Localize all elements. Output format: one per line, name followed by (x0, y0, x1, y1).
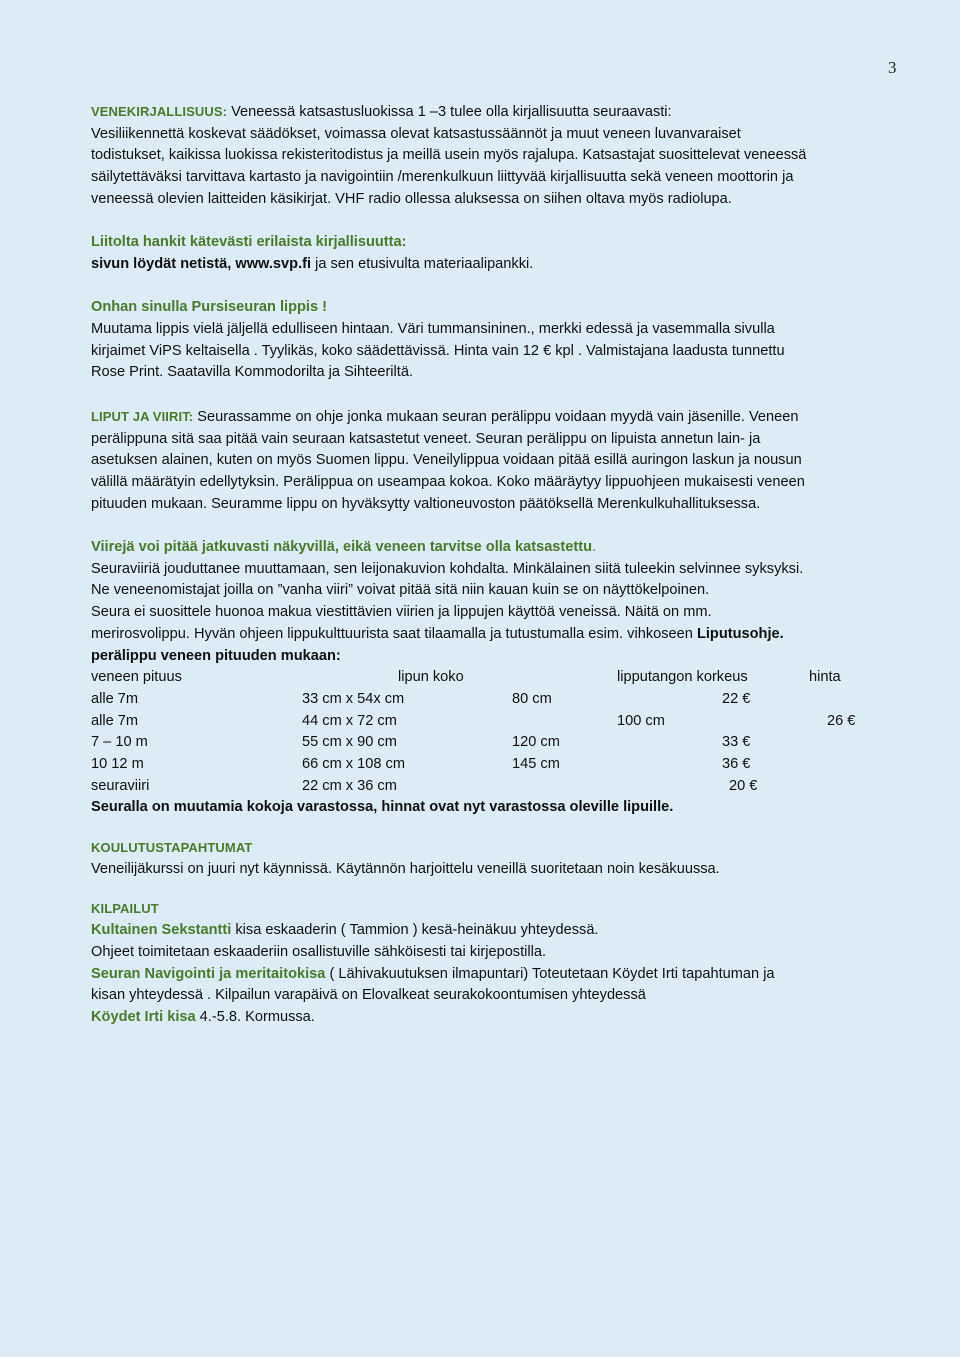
svp-link[interactable]: sivun löydät netistä, www.svp.fi (91, 255, 312, 272)
kilpailut-line-1-text: kisa eskaaderin ( Tammion ) kesä-heinäkuu yhteydessä. (231, 922, 599, 939)
venekirjallisuus-text: Veneessä katsastusluokissa 1 –3 tulee olla kirjallisuutta seuraavasti: (227, 104, 672, 120)
viirit-line-2: Ne veneenomistajat joilla on ”vanha viiri” voivat pitää sitä niin kauan kuin se on näyttökelpoinen. (91, 582, 710, 599)
cell-price: 22 € (722, 690, 751, 707)
venekirjallisuus-line-1 (91, 101, 911, 124)
liitolta-rest: ja sen etusivulta materiaalipankki. (311, 255, 534, 272)
koulutus-heading: KOULUTUSTAPAHTUMAT (91, 840, 253, 856)
table-row (91, 732, 911, 754)
table-row (91, 776, 911, 798)
venekirjallisuus-line-3: todistukset, kaikissa luokissa rekisteritodistus ja meillä usein myös rajalupa. Katsastajat suosittelevat veneessä (91, 147, 807, 164)
cell-length: alle 7m (91, 712, 139, 729)
lippis-line-1: Muutama lippis vielä jäljellä edulliseen hintaan. Väri tummansininen., merkki edessä ja vasemmalla sivulla (91, 321, 775, 337)
viirit-heading-line (91, 537, 911, 559)
cell-size: 44 cm x 72 cm (302, 712, 397, 729)
table-title: perälippu veneen pituuden mukaan: (91, 647, 341, 664)
venekirjallisuus-line-4: säilytettäväksi tarvittava kartasto ja navigointiin /merenkulkuun liittyvää kirjallisuutta sekä veneen moottorin ja (91, 169, 794, 186)
liitolta-heading: Liitolta hankit kätevästi erilaista kirjallisuutta: (91, 234, 407, 251)
table-row (91, 754, 911, 776)
kilpailut-line-3-text: ( Lähivakuutuksen ilmapuntari) Toteutetaan Köydet Irti tapahtuman ja (325, 965, 775, 982)
kilpailut-line-3 (91, 964, 911, 986)
lippis-line-3: Rose Print. Saatavilla Kommodorilta ja Sihteeriltä. (91, 364, 414, 381)
cell-price: 36 € (722, 755, 751, 772)
col-header-pole: lipputangon korkeus (617, 669, 748, 686)
koulutus-line-1: Veneilijäkurssi on juuri nyt käynnissä. Käytännön harjoittelu veneillä suoritetaan noin kesäkuussa. (91, 860, 720, 877)
cell-length: 10 12 m (91, 755, 144, 772)
liputusohje-ref: Liputusohje. (696, 625, 784, 642)
cell-size: 66 cm x 108 cm (302, 755, 406, 772)
flag-size-table (91, 667, 911, 819)
cell-pole: 80 cm (512, 690, 552, 707)
cell-price: 20 € (729, 777, 758, 794)
kilpailut-line-1 (91, 920, 911, 942)
liput-heading: LIPUT JA VIIRIT: (91, 408, 194, 424)
viirit-heading-end: . (592, 539, 597, 555)
navigointi-kisa: Seuran Navigointi ja meritaitokisa (91, 965, 326, 982)
kilpailut-line-5-text: 4.-5.8. Kormussa. (195, 1008, 315, 1025)
kilpailut-line-5 (91, 1007, 911, 1029)
table-row (91, 711, 911, 733)
kultainen-sekstantti: Kultainen Sekstantti (91, 922, 232, 939)
lippis-line-2: kirjaimet ViPS keltaisella . Tyylikäs, koko säädettävissä. Hinta vain 12 € kpl . Valmistajana laadusta tunnettu (91, 342, 785, 359)
cell-size: 22 cm x 36 cm (302, 777, 397, 794)
viirit-line-4-text: merirosvolippu. Hyvän ohjeen lippukulttuurista saat tilaamalla ja tutustumalla esim. vihkoseen (91, 625, 697, 642)
document-body (91, 101, 911, 1029)
liitolta-line (91, 254, 911, 276)
cell-size: 33 cm x 54x cm (302, 690, 405, 707)
cell-pole: 145 cm (512, 755, 560, 772)
table-footer: Seuralla on muutamia kokoja varastossa, hinnat ovat nyt varastossa oleville lipuille. (91, 799, 674, 816)
table-row (91, 689, 911, 711)
lippis-heading: Onhan sinulla Pursiseuran lippis ! (91, 299, 327, 316)
venekirjallisuus-heading: VENEKIRJALLISUUS: (91, 104, 228, 119)
kilpailut-heading: KILPAILUT (91, 901, 159, 917)
kilpailut-line-4: kisan yhteydessä . Kilpailun varapäivä on Elovalkeat seurakokoontumisen yhteydessä (91, 987, 646, 1004)
col-header-size: lipun koko (398, 669, 464, 686)
venekirjallisuus-line-5: veneessä olevien laitteiden käsikirjat. VHF radio ollessa aluksessa on siihen oltava myös radiolupa. (91, 190, 732, 207)
liput-line-5: pituuden mukaan. Seuramme lippu on hyväksytty valtioneuvoston päätöksellä Merenkulkuhallituksessa. (91, 495, 761, 512)
cell-pole: 100 cm (617, 712, 665, 729)
liput-line-3: asetuksen alainen, kuten on myös Suomen lippu. Veneilylippua voidaan pitää esillä auringon laskun ja nousun (91, 452, 802, 469)
kilpailut-line-2: Ohjeet toimitetaan eskaaderiin osallistuville sähköisesti tai kirjepostilla. (91, 943, 547, 960)
cell-length: alle 7m (91, 690, 139, 707)
col-header-price: hinta (809, 669, 841, 686)
koydet-irti-kisa: Köydet Irti kisa (91, 1008, 196, 1025)
cell-size: 55 cm x 90 cm (302, 734, 397, 751)
liput-text: Seurassamme on ohje jonka mukaan seuran perälippu voidaan myydä vain jäsenille. Veneen (193, 408, 799, 425)
venekirjallisuus-line-2: Vesiliikennettä koskevat säädökset, voimassa olevat katsastussäännöt ja muut veneen luvanvaraiset (91, 125, 741, 142)
col-header-length: veneen pituus (91, 669, 182, 686)
cell-price: 33 € (722, 734, 751, 751)
liput-line-2: perälippuna sitä saa pitää vain seuraan katsastetut veneet. Seuran perälippu on lipuista annetun lain- ja (91, 430, 761, 447)
cell-pole: 120 cm (512, 734, 560, 751)
viirit-line-3: Seura ei suosittele huonoa makua viestittävien viirien ja lippujen käyttöä veneissä. Näitä on mm. (91, 604, 712, 621)
cell-price: 26 € (827, 712, 856, 729)
cell-length: 7 – 10 m (91, 734, 148, 751)
viirit-line-4 (91, 624, 911, 646)
table-header-row (91, 667, 911, 689)
liput-line-1 (91, 406, 911, 429)
page-number: 3 (888, 58, 897, 77)
viirit-line-1: Seuraviiriä jouduttanee muuttamaan, sen leijonakuvion kohdalta. Minkälainen siitä tuleekin selvinnee syksyksi. (91, 560, 804, 577)
cell-length: seuraviiri (91, 777, 150, 794)
liput-line-4: välillä määrätyin edellytyksin. Perälippua on useampaa kokoa. Koko määräytyy lippuohjeen mukaisesti veneen (91, 473, 805, 490)
viirit-heading: Viirejä voi pitää jatkuvasti näkyvillä, eikä veneen tarvitse olla katsastettu (91, 539, 593, 555)
